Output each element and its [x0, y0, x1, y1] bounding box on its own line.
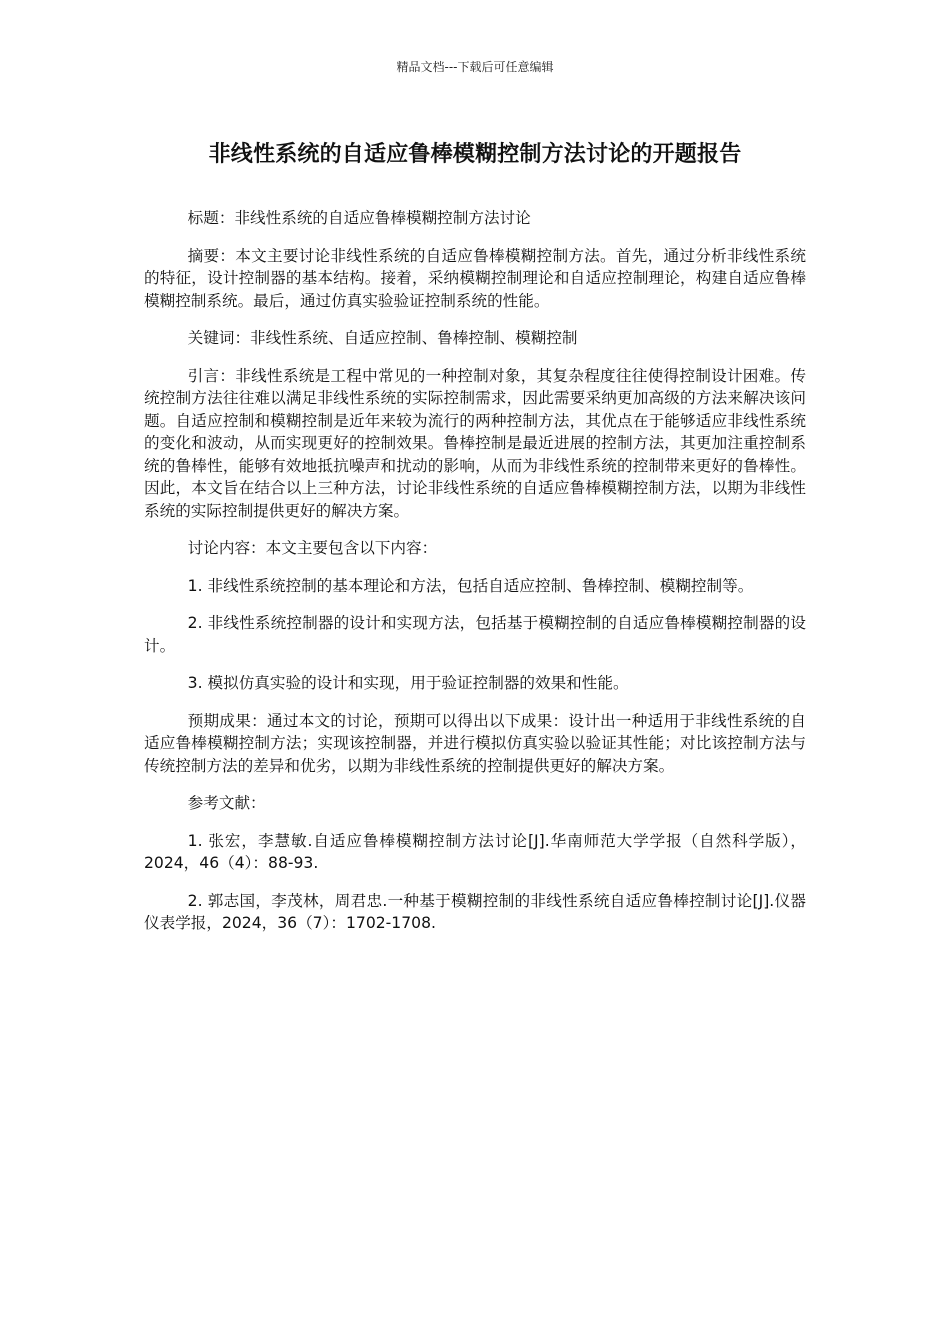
paragraph-discussion-item-2: 2. 非线性系统控制器的设计和实现方法，包括基于模糊控制的自适应鲁棒模糊控制器的设计。 — [144, 614, 806, 655]
document-body — [144, 207, 806, 950]
paragraph-keywords: 关键词：非线性系统、自适应控制、鲁棒控制、模糊控制 — [187, 329, 578, 347]
paragraph-abstract: 摘要：本文主要讨论非线性系统的自适应鲁棒模糊控制方法。首先，通过分析非线性系统的特征，设计控制器的基本结构。接着，采纳模糊控制理论和自适应控制理论，构建自适应鲁棒模糊控制系统。最后，通过仿真实验验证控制系统的性能。 — [144, 246, 806, 310]
paragraph-introduction: 引言：非线性系统是工程中常见的一种控制对象，其复杂程度往往使得控制设计困难。传统控制方法往往难以满足非线性系统的实际控制需求，因此需要采纳更加高级的方法来解决该问题。自适应控制和模糊控制是近年来较为流行的两种控制方法，其优点在于能够适应非线性系统的变化和波动，从而实现更好的控制效果。鲁棒控制是最近进展的控制方法，其更加注重控制系统的鲁棒性，能够有效地抵抗噪声和扰动的影响，从而为非线性系统的控制带来更好的鲁棒性。因此，本文旨在结合以上三种方法，讨论非线性系统的自适应鲁棒模糊控制方法，以期为非线性系统的实际控制提供更好的解决方案。 — [144, 366, 806, 520]
reference-item-1: 1. 张宏，李慧敏.自适应鲁棒模糊控制方法讨论[J].华南师范大学学报（自然科学版），2024，46（4）：88-93. — [144, 831, 806, 872]
paragraph-references-heading: 参考文献： — [187, 794, 266, 812]
reference-item-2: 2. 郭志国，李茂林，周君忠.一种基于模糊控制的非线性系统自适应鲁棒控制讨论[J].仪器仪表学报，2024，36（7）：1702-1708. — [144, 891, 806, 932]
paragraph-subject: 标题：非线性系统的自适应鲁棒模糊控制方法讨论 — [187, 209, 531, 227]
paragraph-expected-results: 预期成果：通过本文的讨论，预期可以得出以下成果：设计出一种适用于非线性系统的自适应鲁棒模糊控制方法；实现该控制器，并进行模拟仿真实验以验证其性能；对比该控制方法与传统控制方法的差异和优劣，以期为非线性系统的控制提供更好的解决方案。 — [144, 711, 806, 775]
document-title: 非线性系统的自适应鲁棒模糊控制方法讨论的开题报告 — [208, 142, 742, 167]
paragraph-discussion-item-3: 3. 模拟仿真实验的设计和实现，用于验证控制器的效果和性能。 — [187, 674, 629, 692]
paragraph-discussion-item-1: 1. 非线性系统控制的基本理论和方法，包括自适应控制、鲁棒控制、模糊控制等。 — [187, 576, 754, 595]
paragraph-discussion-heading: 讨论内容：本文主要包含以下内容： — [187, 539, 438, 557]
header-note: 精品文档---下载后可任意编辑 — [396, 60, 554, 74]
